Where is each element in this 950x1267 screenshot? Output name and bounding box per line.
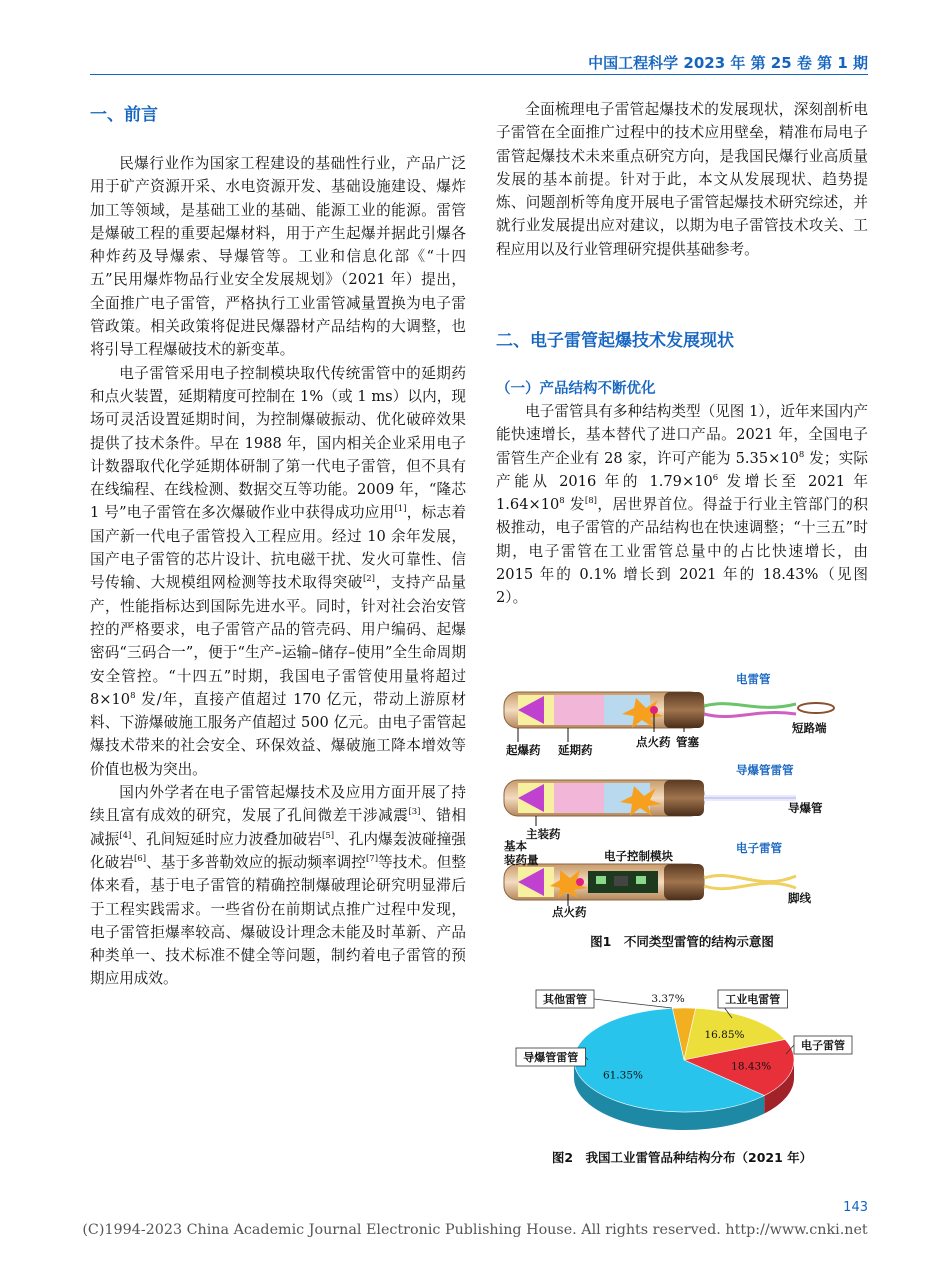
label-delay-charge: 延期药 bbox=[558, 743, 593, 757]
right-column-intro bbox=[496, 98, 868, 261]
pie-category-label: 导爆管雷管 bbox=[523, 1051, 579, 1064]
label-base-charge-2: 装药量 bbox=[504, 853, 539, 867]
pie-value-label: 18.43% bbox=[731, 1060, 772, 1073]
label-plug: 管塞 bbox=[676, 735, 699, 749]
pie-value-label: 61.35% bbox=[602, 1069, 643, 1082]
subsection1-title: （一）产品结构不断优化 bbox=[496, 381, 656, 397]
label-initiating-charge: 起爆药 bbox=[506, 743, 541, 757]
figure1-caption: 图1 不同类型雷管的结构示意图 bbox=[590, 934, 774, 949]
figure1-diagram bbox=[496, 668, 868, 924]
section1-title: 一、前言 bbox=[90, 105, 158, 125]
paragraph-2: 电子雷管采用电子控制模块取代传统雷管中的延期药和点火装置，延期精度可控制在 1%（或 1 ms）以内，现场可灵活设置延期时间，为控制爆破振动、优化破碎效果提供了技术条件。早在 1988 年，国内相关企业采用电子计数器取代化学延期体研制了第一代电子雷管，但不具有在线编程、在线检测、数据交互等功能。2009 年，“隆芯 1 号”电子雷管在多次爆破作业中获得成功应用[1]，标志着国产新一代电子雷管投入工程应用。经过 10 余年发展，国产电子雷管的芯片设计、抗电磁干扰、发火可靠性、信号传输、大规模组网检测等技术取得突破[2]，支持产品量产，性能指标达到国际先进水平。同时，针对社会治安管控的严格要求，电子雷管产品的管壳码、用户编码、起爆密码“三码合一”，便于“生产–运输–储存–使用”全生命周期安全管控。“十四五”时期，我国电子雷管使用量将超过 $8\times 10^8$ 发/年，直接产值超过 170 亿元，带动上游原材料、下游爆破施工服务产值超过 500 亿元。由电子雷管起爆技术带来的社会安全、环保效益、爆破施工降本增效等价值也极为突出。 bbox=[90, 364, 466, 778]
label-short-circuit: 短路端 bbox=[792, 721, 827, 735]
label-base-charge-1: 基本 bbox=[504, 839, 527, 853]
left-column bbox=[90, 152, 466, 991]
pie-category-label: 工业电雷管 bbox=[725, 993, 781, 1006]
electronic-detonator bbox=[504, 839, 811, 919]
figure2-caption: 图2 我国工业雷管品种结构分布（2021 年） bbox=[551, 1150, 813, 1165]
label-nonel-detonator: 导爆管雷管 bbox=[736, 763, 794, 777]
label-lead-wire: 脚线 bbox=[788, 891, 811, 905]
journal-header: 中国工程科学 2023 年 第 25 卷 第 1 期 bbox=[588, 54, 868, 72]
header-rule bbox=[90, 74, 868, 75]
nonel-detonator bbox=[504, 763, 823, 841]
label-nonel-tube: 导爆管 bbox=[788, 801, 823, 815]
section2-title: 二、电子雷管起爆技术发展现状 bbox=[496, 331, 734, 351]
label-control-module: 电子控制模块 bbox=[604, 849, 673, 863]
label-ignition-charge: 点火药 bbox=[636, 735, 671, 749]
pie-category-label: 其他雷管 bbox=[543, 993, 587, 1006]
page-number: 143 bbox=[843, 1200, 868, 1215]
intro-paragraph: 全面梳理电子雷管起爆技术的发展现状，深刻剖析电子雷管在全面推广过程中的技术应用壁垒，精准布局电子雷管起爆技术未来重点研究方向，是我国民爆行业高质量发展的基本前提。针对于此，本文从发展现状、趋势提炼、问题剖析等角度开展电子雷管起爆技术研究综述，并就行业发展提出应对建议，以期为电子雷管技术攻关、工程应用以及行业管理研究提供基础参考。 bbox=[496, 101, 868, 258]
subsection1-body bbox=[496, 400, 868, 610]
label-electric-detonator: 电雷管 bbox=[736, 672, 771, 686]
electric-detonator bbox=[504, 672, 834, 757]
label-electronic-detonator: 电子雷管 bbox=[736, 841, 782, 855]
figure2-pie-chart bbox=[496, 982, 868, 1142]
paragraph-3: 国内外学者在电子雷管起爆技术及应用方面开展了持续且富有成效的研究，发展了孔间微差干涉减震[3]、错相减振[4]、孔间短延时应力波叠加破岩[5]、孔内爆轰波碰撞强化破岩[6]、基于多普勒效应的振动频率调控[7]等技术。但整体来看，基于电子雷管的精确控制爆破理论研究明显滞后于工程实践需求。一些省份在前期试点推广过程中发现，电子雷管拒爆率较高、爆破设计理念未能及时革新、产品种类单一、技术标准不健全等问题，制约着电子雷管的预期应用成效。 bbox=[90, 784, 466, 988]
pie-category-label: 电子雷管 bbox=[801, 1039, 845, 1052]
subsection1-paragraph: 电子雷管具有多种结构类型（见图 1），近年来国内产能快速增长，基本替代了进口产品。2021 年，全国电子雷管生产企业有 28 家，许可产能为 $5.35\times 10^8$ 发；实际产能从 2016 年的 $1.79\times 10^6$ 发增长至 2021 年 $1.64\times 10^8$ 发[8]，居世界首位。得益于行业主管部门的积极推动，电子雷管的产品结构也在快速调整；“十三五”时期，电子雷管在工业雷管总量中的占比快速增长，由 2015 年的 0.1% 增长到 2021 年的 18.43%（见图 2）。 bbox=[496, 403, 869, 607]
pie-value-label: 3.37% bbox=[651, 993, 685, 1005]
copyright-footer: (C)1994-2023 China Academic Journal Electronic Publishing House. All rights reserved. http://www.cnki.net bbox=[82, 1222, 868, 1238]
pie-value-label: 16.85% bbox=[704, 1029, 745, 1042]
label-ignition-charge-2: 点火药 bbox=[552, 905, 587, 919]
label-main-charge: 主装药 bbox=[526, 827, 561, 841]
paragraph-1: 民爆行业作为国家工程建设的基础性行业，产品广泛用于矿产资源开采、水电资源开发、基础设施建设、爆炸加工等领域，是基础工业的基础、能源工业的能源。雷管是爆破工程的重要起爆材料，用于产生起爆并据此引爆各种炸药及导爆索、导爆管等。工业和信息化部《“十四五”民用爆炸物品行业安全发展规划》（2021 年）提出，全面推广电子雷管，严格执行工业雷管减量置换为电子雷管政策。相关政策将促进民爆器材产品结构的大调整，也将引导工程爆破技术的新变革。 bbox=[90, 155, 466, 359]
